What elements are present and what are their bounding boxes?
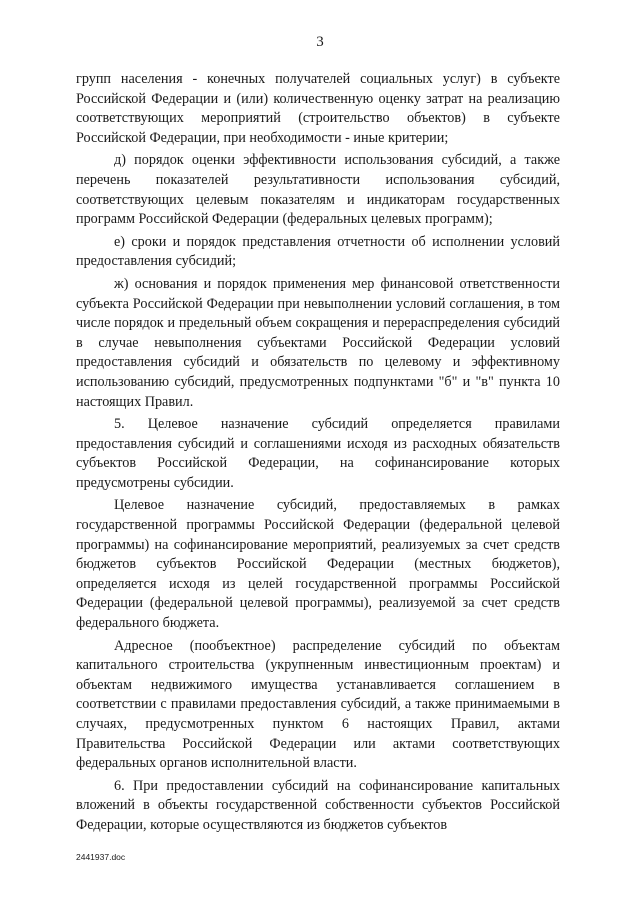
document-footer: 2441937.doc [76,852,126,862]
paragraph-address-distribution: Адресное (пообъектное) распределение субсидий по объектам капитального строительства (укрупненным инвестиционным проектам) и объектам недвижимого имущества устанавливается соглашением в соответствии с правилами предоставления субсидий, а также принимаемыми в случаях, предусмотренных пунктом 6 настоящих Правил, актами Правительства Российской Федерации или актами соответствующих федеральных органов исполнительной власти. [76,637,560,772]
paragraph-continuation: групп населения - конечных получателей социальных услуг) в субъекте Российской Федерации и (или) количественную оценку затрат на реализацию соответствующих мероприятий (строительство объектов) в субъекте Российской Федерации, при необходимости - иные критерии; [76,71,560,146]
paragraph-item-zh: ж) основания и порядок применения мер финансовой ответственности субъекта Российской Федерации при невыполнении условий соглашения, в том числе порядок и предельный объем сокращения и перераспределения субсидий в случае невыполнения субъектами Российской Федерации условий предоставления субсидий и обязательств по целевому и эффективному использованию субсидий, предусмотренных подпунктами "б" и "в" пункта 10 настоящих Правил. [76,275,560,410]
paragraph-target-purpose: Целевое назначение субсидий, предоставляемых в рамках государственной программы Российской Федерации (федеральной целевой программы) на софинансирование мероприятий, реализуемых за счет средств бюджетов субъектов Российской Федерации (местных бюджетов), определяется исходя из целей государственной программы Российской Федерации (федеральной целевой программы), реализуемой за счет средств федерального бюджета. [76,497,560,632]
page-number: 3 [316,34,324,50]
paragraph-item-e: е) сроки и порядок представления отчетности об исполнении условий предоставления субсидий; [76,233,560,270]
document-body [76,70,560,836]
paragraph-item-d: д) порядок оценки эффективности использования субсидий, а также перечень показателей результативности использования субсидий, соответствующих целевым показателям и индикаторам государственных программ Российской Федерации (федеральных целевых программ); [76,152,560,228]
paragraph-point-6: 6. При предоставлении субсидий на софинансирование капитальных вложений в объекты государственной собственности субъектов Российской Федерации, которые осуществляются из бюджетов субъектов [76,777,560,833]
paragraph-point-5: 5. Целевое назначение субсидий определяется правилами предоставления субсидий и соглашениями исходя из расходных обязательств субъектов Российской Федерации, на софинансирование которых предусмотрены субсидии. [76,416,560,491]
